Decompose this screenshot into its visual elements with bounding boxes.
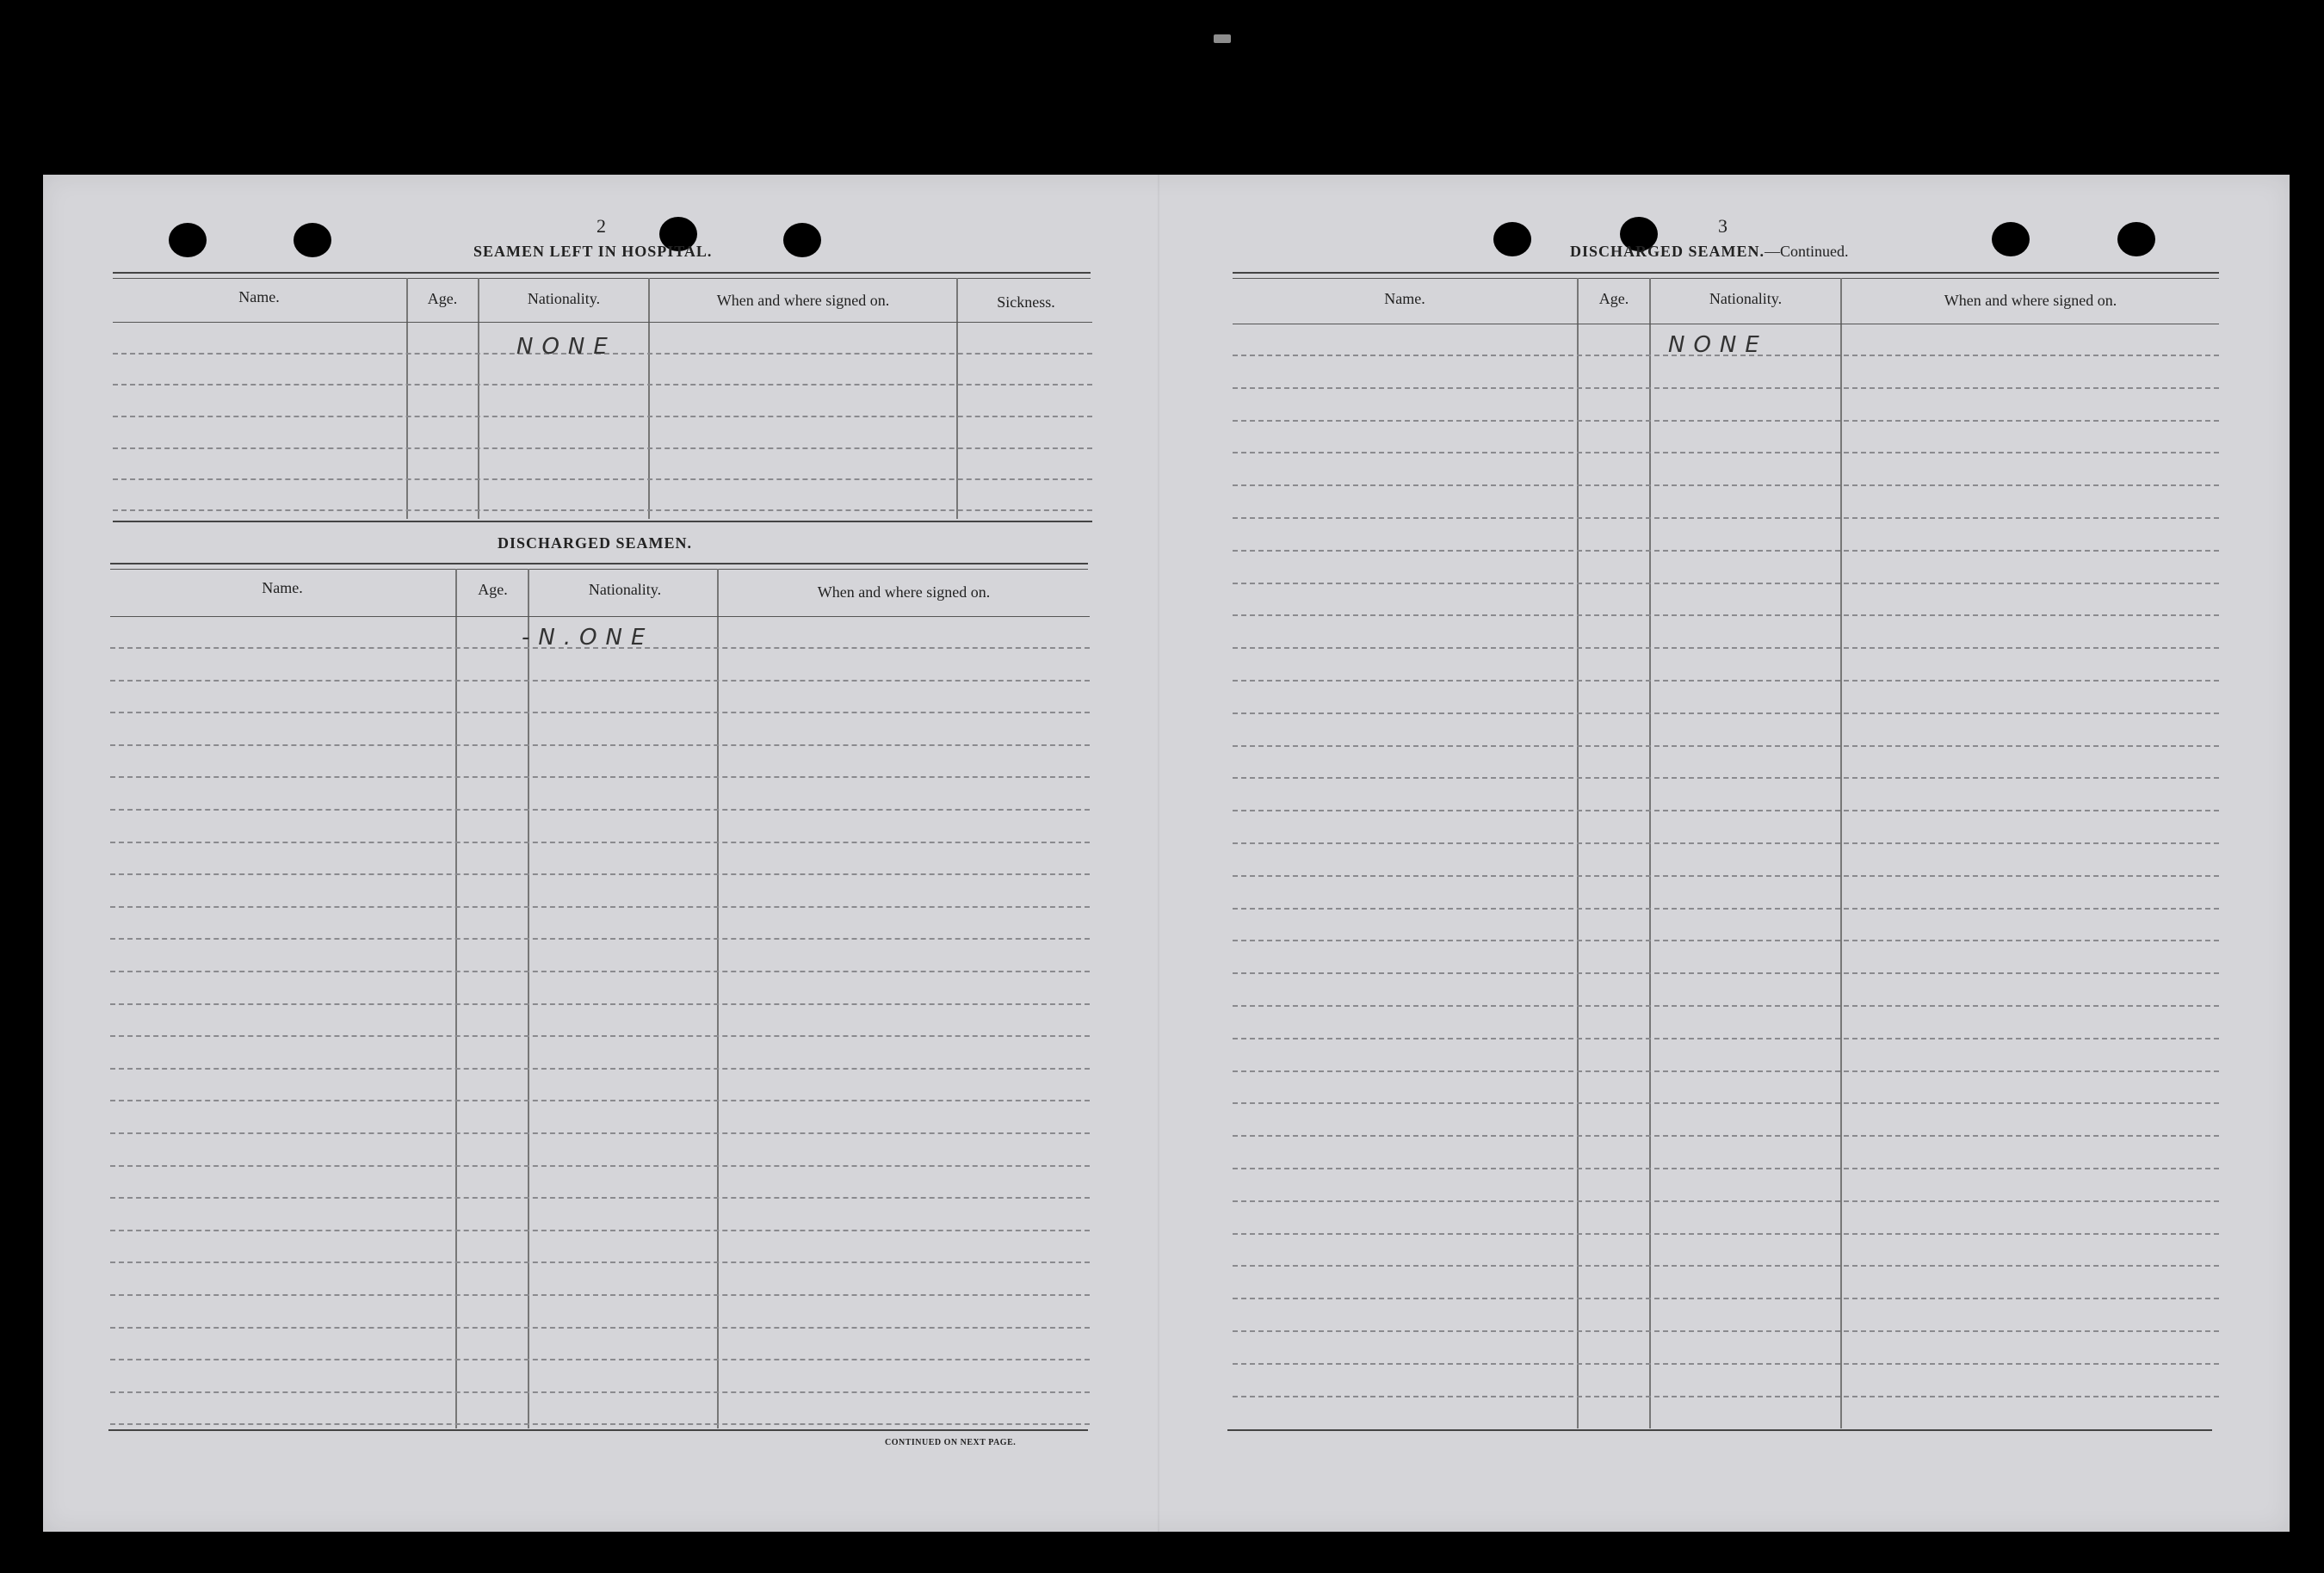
- entry-line: [1233, 1200, 2219, 1202]
- entry-line: [1233, 387, 2219, 389]
- continued-col-age: Age.: [1598, 290, 1629, 307]
- entry-line: [1233, 875, 2219, 877]
- entry-line: [1233, 452, 2219, 453]
- entry-line: [1233, 777, 2219, 779]
- entry-line: [110, 1003, 1090, 1005]
- entry-line: [1233, 712, 2219, 714]
- punch-hole: [2117, 222, 2155, 256]
- page-fold: [1158, 175, 1159, 1532]
- entry-line: [113, 384, 1092, 386]
- entry-line: [1233, 647, 2219, 649]
- rule: [110, 563, 1088, 564]
- column-divider: [956, 278, 958, 519]
- entry-line: [110, 1165, 1090, 1167]
- entry-line: [110, 938, 1090, 940]
- entry-line: [110, 776, 1090, 778]
- hospital-col-age: Age.: [427, 290, 458, 307]
- entry-line: [110, 1132, 1090, 1134]
- entry-line: [110, 1035, 1090, 1037]
- column-divider: [455, 569, 457, 1428]
- entry-line: [1233, 614, 2219, 616]
- column-divider: [478, 278, 479, 519]
- hospital-section-title: SEAMEN LEFT IN HOSPITAL.: [473, 243, 713, 260]
- entry-line: [110, 680, 1090, 682]
- entry-line: [1233, 1102, 2219, 1104]
- column-divider: [648, 278, 650, 519]
- entry-line: [1233, 1298, 2219, 1299]
- entry-line: [1233, 908, 2219, 910]
- column-divider: [406, 278, 408, 519]
- entry-line: [110, 1197, 1090, 1199]
- section-title-text: DISCHARGED SEAMEN.: [1570, 243, 1765, 260]
- entry-line: [110, 1230, 1090, 1231]
- page-number-right: 3: [1718, 215, 1728, 237]
- entry-line: [110, 1423, 1090, 1425]
- punch-hole: [783, 223, 821, 257]
- entry-line: [110, 1261, 1090, 1263]
- rule: [1227, 1429, 2212, 1431]
- rule: [1233, 278, 2219, 279]
- entry-line: [1233, 1038, 2219, 1039]
- entry-line: [1233, 517, 2219, 519]
- entry-line: [1233, 1330, 2219, 1332]
- rule: [113, 272, 1091, 274]
- entry-line: [110, 971, 1090, 972]
- rule: [1233, 272, 2219, 274]
- punch-hole: [1992, 222, 2030, 256]
- entry-line: [1233, 680, 2219, 682]
- punch-hole: [294, 223, 331, 257]
- entry-line: [110, 712, 1090, 713]
- entry-line: [1233, 1070, 2219, 1072]
- hospital-col-name: Name.: [238, 288, 280, 305]
- entry-line: [113, 478, 1092, 480]
- entry-line: [1233, 1233, 2219, 1235]
- entry-line: [110, 1359, 1090, 1360]
- column-divider: [717, 569, 719, 1428]
- entry-line: [1233, 940, 2219, 941]
- discharged-col-signed-on: When and where signed on.: [817, 583, 991, 601]
- entry-line: [110, 1327, 1090, 1329]
- entry-line: [110, 809, 1090, 811]
- entry-line: [1233, 583, 2219, 584]
- discharged-col-nationality: Nationality.: [588, 581, 662, 598]
- entry-line: [110, 744, 1090, 746]
- entry-line: [1233, 1265, 2219, 1267]
- rule: [113, 278, 1091, 279]
- entry-line: [1233, 1005, 2219, 1007]
- entry-line: [1233, 420, 2219, 422]
- entry-line: [110, 1294, 1090, 1296]
- punch-hole: [169, 223, 207, 257]
- entry-line: [110, 906, 1090, 908]
- entry-line: [1233, 972, 2219, 974]
- continued-col-nationality: Nationality.: [1709, 290, 1783, 307]
- discharged-section-title-right: [1570, 243, 1849, 261]
- discharged-col-age: Age.: [478, 581, 508, 598]
- continued-entry-none: NONE: [1668, 332, 1768, 358]
- rule: [108, 1429, 1088, 1431]
- rule: [110, 569, 1088, 570]
- section-title-suffix: —Continued.: [1765, 243, 1849, 260]
- rule: [113, 521, 1092, 522]
- entry-line: [110, 842, 1090, 843]
- continued-note: CONTINUED ON NEXT PAGE.: [885, 1438, 1017, 1447]
- entry-line: [110, 873, 1090, 875]
- page-number-left: 2: [596, 215, 606, 237]
- hospital-entry-none: NONE: [516, 334, 616, 360]
- entry-line: [1233, 1135, 2219, 1137]
- entry-line: [1233, 1168, 2219, 1169]
- hospital-col-nationality: Nationality.: [527, 290, 601, 307]
- entry-line: [1233, 842, 2219, 844]
- column-divider: [1577, 278, 1579, 1428]
- continued-col-signed-on: When and where signed on.: [1944, 292, 2117, 309]
- entry-line: [1233, 484, 2219, 486]
- entry-line: [1233, 1396, 2219, 1397]
- entry-line: [113, 509, 1092, 511]
- entry-line: [113, 447, 1092, 449]
- column-divider: [528, 569, 529, 1428]
- discharged-col-name: Name.: [262, 579, 303, 596]
- entry-line: [113, 416, 1092, 417]
- column-divider: [1840, 278, 1842, 1428]
- hospital-col-signed-on: When and where signed on.: [716, 292, 890, 309]
- entry-line: [1233, 550, 2219, 552]
- discharged-section-title-left: DISCHARGED SEAMEN.: [498, 534, 693, 552]
- rule: [113, 322, 1092, 323]
- entry-line: [110, 1068, 1090, 1070]
- dust-speck: [1214, 34, 1231, 43]
- entry-line: [1233, 745, 2219, 747]
- entry-line: [110, 1100, 1090, 1101]
- discharged-entry-none: -N.ONE: [522, 625, 654, 651]
- continued-col-name: Name.: [1384, 290, 1425, 307]
- hospital-col-sickness: Sickness.: [997, 293, 1055, 311]
- rule: [110, 616, 1090, 617]
- entry-line: [1233, 810, 2219, 811]
- column-divider: [1649, 278, 1651, 1428]
- entry-line: [1233, 1363, 2219, 1365]
- punch-hole: [1493, 222, 1531, 256]
- entry-line: [110, 1391, 1090, 1393]
